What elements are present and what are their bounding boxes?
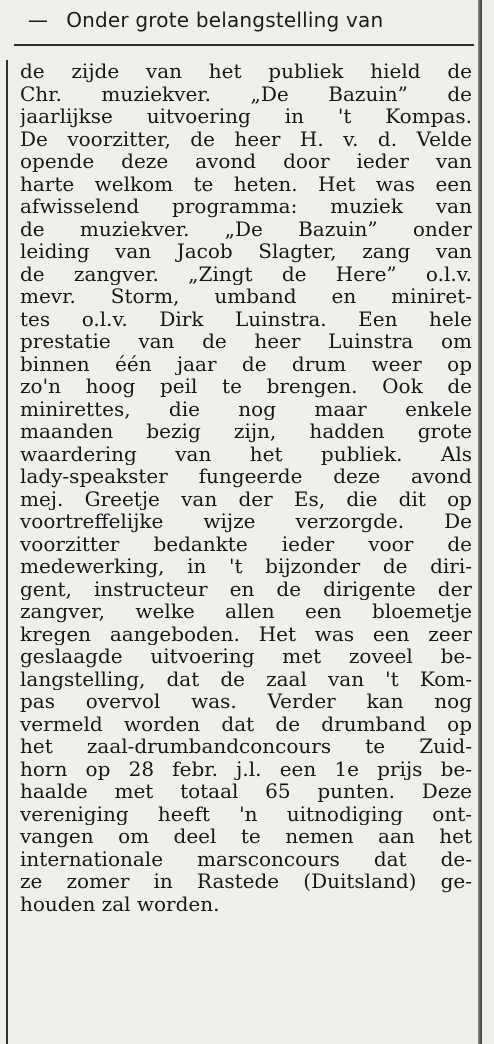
article-line: minirettes, die nog maar enkele bbox=[20, 397, 472, 420]
article-line: voorzitter bedankte ieder voor de bbox=[20, 532, 472, 555]
article-line: mevr. Storm, umband en miniret- bbox=[20, 285, 472, 308]
article-line: maanden bezig zijn, hadden grote bbox=[20, 420, 472, 443]
article-line: geslaagde uitvoering met zoveel be- bbox=[20, 645, 472, 668]
headline bbox=[28, 4, 383, 36]
article-line: opende deze avond door ieder van bbox=[20, 150, 472, 173]
headline-rule bbox=[14, 44, 474, 46]
clipping-right-edge bbox=[478, 0, 482, 1044]
article-line: harte welkom te heten. Het was een bbox=[20, 172, 472, 195]
headline-dash: — bbox=[28, 8, 49, 32]
article-line: kregen aangeboden. Het was een zeer bbox=[20, 622, 472, 645]
article-line: pas overvol was. Verder kan nog bbox=[20, 690, 472, 713]
article-line: tes o.l.v. Dirk Luinstra. Een hele bbox=[20, 307, 472, 330]
article-line: Chr. muziekver. „De Bazuin” de bbox=[20, 82, 472, 105]
article-line: jaarlijkse uitvoering in 't Kompas. bbox=[20, 105, 472, 128]
headline-text: Onder grote belangstelling van bbox=[66, 8, 384, 32]
article-line: binnen één jaar de drum weer op bbox=[20, 352, 472, 375]
article-line: prestatie van de heer Luinstra om bbox=[20, 330, 472, 353]
article-line: horn op 28 febr. j.l. een 1e prijs be- bbox=[20, 757, 472, 780]
article-line: voortreffelijke wijze verzorgde. De bbox=[20, 510, 472, 533]
article-line: mej. Greetje van der Es, die dit op bbox=[20, 487, 472, 510]
article-line: vereniging heeft 'n uitnodiging ont- bbox=[20, 802, 472, 825]
article-line: de zijde van het publiek hield de bbox=[20, 60, 472, 83]
article-line: gent, instructeur en de dirigente der bbox=[20, 577, 472, 600]
article-line: internationale marsconcours dat de- bbox=[20, 847, 472, 870]
article-line: medewerking, in 't bijzonder de diri- bbox=[20, 555, 472, 578]
article-line: de muziekver. „De Bazuin” onder bbox=[20, 217, 472, 240]
article-line: haalde met totaal 65 punten. Deze bbox=[20, 780, 472, 803]
article-line: De voorzitter, de heer H. v. d. Velde bbox=[20, 127, 472, 150]
article-line: langstelling, dat de zaal van 't Kom- bbox=[20, 667, 472, 690]
article-line: lady-speakster fungeerde deze avond bbox=[20, 465, 472, 488]
article-line: ze zomer in Rastede (Duitsland) ge- bbox=[20, 870, 472, 893]
article-line: zo'n hoog peil te brengen. Ook de bbox=[20, 375, 472, 398]
article-line: zangver, welke allen een bloemetje bbox=[20, 600, 472, 623]
article-line: de zangver. „Zingt de Here” o.l.v. bbox=[20, 262, 472, 285]
article-line: afwisselend programma: muziek van bbox=[20, 195, 472, 218]
clipping-left-edge bbox=[6, 60, 8, 1044]
article-line: leiding van Jacob Slagter, zang van bbox=[20, 240, 472, 263]
article-line: het zaal-drumbandconcours te Zuid- bbox=[20, 735, 472, 758]
article-line: waardering van het publiek. Als bbox=[20, 442, 472, 465]
article-line: vermeld worden dat de drumband op bbox=[20, 712, 472, 735]
article-body bbox=[20, 60, 472, 915]
article-line: vangen om deel te nemen aan het bbox=[20, 825, 472, 848]
article-line: houden zal worden. bbox=[20, 892, 220, 915]
